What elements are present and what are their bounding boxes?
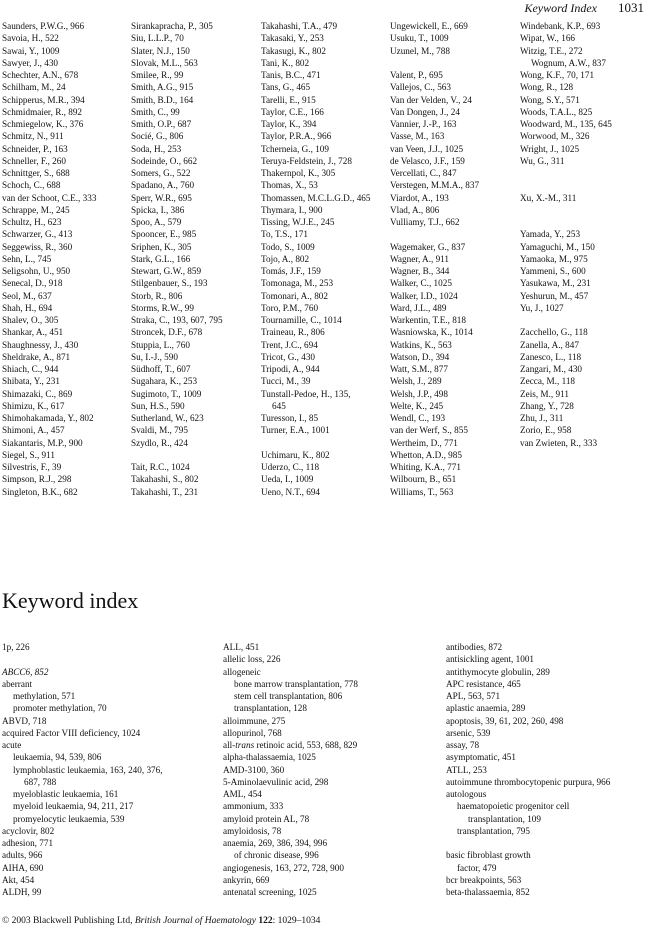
author-entry: Uchimaru, K., 802 — [261, 449, 330, 460]
author-entry: Su, I.-J., 590 — [131, 351, 178, 362]
author-entry: Thakernpol, K., 305 — [261, 168, 336, 178]
author-entry: Toro, P.M., 760 — [261, 302, 319, 313]
author-entry: Takasaki, Y., 253 — [261, 33, 324, 44]
keyword-entry: anaemia, 269, 386, 394, 996 — [223, 838, 328, 848]
author-entry: Seol, M., 637 — [2, 290, 52, 301]
author-entry — [520, 204, 612, 216]
author-entry: Socié, G., 806 — [131, 131, 184, 142]
author-entry: Witzig, T.E., 272 — [520, 45, 583, 56]
footer-journal: British Journal of Haematology — [134, 916, 256, 926]
keyword-entry: amyloid protein AL, 78 — [223, 813, 310, 824]
author-entry: Smith, A.G., 915 — [131, 82, 194, 93]
keyword-entry: acyclovir, 802 — [2, 825, 55, 836]
author-entry: Thomassen, M.C.L.G.D., 465 — [261, 192, 371, 203]
keyword-column-2 — [223, 641, 358, 898]
author-entry: Yeshurun, M., 457 — [520, 290, 589, 301]
author-entry: Taylor, C.E., 166 — [261, 106, 324, 117]
author-entry: Verstegen, M.M.A., 837 — [390, 180, 480, 191]
keyword-subentry: 687, 788 — [24, 776, 57, 787]
author-entry: Wagner, A., 911 — [390, 253, 450, 264]
author-entry — [390, 228, 479, 240]
author-entry: Takasugi, K., 802 — [261, 45, 326, 56]
author-entry: Whiting, K.A., 771 — [390, 462, 461, 472]
author-entry: Schrappe, M., 245 — [2, 204, 70, 215]
author-entry: Woodward, M., 135, 645 — [520, 119, 612, 129]
author-entry: Shimoni, A., 457 — [2, 425, 65, 436]
author-entry: Thymara, I., 900 — [261, 204, 323, 215]
author-entry: Siu, L.L.P., 70 — [131, 33, 184, 44]
author-entry: Svaldi, M., 795 — [131, 425, 188, 436]
author-entry: Yamaguchi, M., 150 — [520, 241, 595, 252]
author-entry: Zhu, J., 311 — [520, 413, 564, 423]
author-entry: Vulliamy, T.J., 662 — [390, 217, 460, 227]
keyword-entry: apoptosis, 39, 61, 202, 260, 498 — [446, 715, 564, 726]
keyword-entry: basic fibroblast growth — [446, 850, 531, 861]
author-entry: Smith, C., 99 — [131, 106, 180, 117]
author-entry: Szydlo, R., 424 — [131, 437, 188, 448]
author-entry: Savoia, H., 522 — [2, 33, 59, 44]
author-entry: Shibata, Y., 231 — [2, 376, 60, 387]
author-entry: Xu, X.-M., 311 — [520, 192, 577, 203]
keyword-entry: aberrant — [2, 678, 33, 689]
author-entry: Vasse, M., 163 — [390, 131, 445, 142]
author-entry: van der Schoot, C.E., 333 — [2, 192, 97, 203]
author-entry: Tricot, G., 430 — [261, 351, 316, 362]
author-entry: Schneider, P., 163 — [2, 143, 68, 154]
keyword-entry — [2, 666, 163, 678]
author-entry: Storms, R.W., 99 — [131, 302, 194, 313]
keyword-entry: AML, 454 — [223, 789, 262, 799]
keyword-entry: AMD-3100, 360 — [223, 764, 285, 775]
author-entry: Schmidmaier, R., 892 — [2, 106, 83, 117]
keyword-entry: allogeneic — [223, 666, 261, 677]
author-entry: Watson, D., 394 — [390, 351, 450, 362]
author-entry: Van der Velden, V., 24 — [390, 94, 472, 105]
keyword-entry: alpha-thalassaemia, 1025 — [223, 752, 316, 763]
author-entry: Sawai, Y., 1009 — [2, 45, 60, 56]
author-entry: Woods, T.A.L., 825 — [520, 106, 593, 117]
author-entry: Traineau, R., 806 — [261, 327, 325, 338]
author-entry: Taylor, P.R.A., 966 — [261, 131, 332, 142]
author-entry: Sawyer, J., 430 — [2, 57, 59, 68]
author-entry: Sutherland, W., 623 — [131, 413, 204, 423]
author-entry: Yammeni, S., 600 — [520, 266, 586, 276]
author-entry: Stark, G.L., 166 — [131, 253, 191, 264]
author-entry: Schmitz, N., 911 — [2, 131, 64, 142]
keyword-subentry: myeloid leukaemia, 94, 211, 217 — [13, 801, 134, 812]
author-entry: Straka, C., 193, 607, 795 — [131, 315, 223, 325]
author-entry: Sun, H.S., 590 — [131, 400, 185, 411]
author-entry: Schultz, H., 623 — [2, 217, 62, 227]
author-entry: Watkins, K., 563 — [390, 339, 452, 350]
keyword-column-1 — [2, 641, 163, 898]
author-entry: Sirankapracha, P., 305 — [131, 21, 213, 31]
author-entry: Welsh, J.P., 498 — [390, 388, 448, 399]
author-entry — [520, 167, 612, 179]
keyword-entry-text: all- — [223, 740, 236, 750]
author-column-5 — [520, 20, 612, 449]
author-entry: Wong, R., 128 — [520, 82, 574, 93]
author-entry: Shimazaki, C., 869 — [2, 388, 73, 399]
author-entry: Zecca, M., 118 — [520, 376, 576, 387]
footer — [2, 915, 320, 927]
keyword-subentry: lymphoblastic leukaemia, 163, 240, 376, — [13, 764, 163, 775]
author-entry — [261, 437, 370, 449]
keyword-subentry: promoter methylation, 70 — [13, 703, 107, 714]
author-entry: Schneller, F., 260 — [2, 155, 66, 166]
author-entry: Schipperus, M.R., 394 — [2, 94, 85, 105]
author-entry: Sugimoto, T., 1009 — [131, 388, 202, 399]
author-entry: Wipat, W., 166 — [520, 33, 576, 44]
author-entry: Takahashi, T., 231 — [131, 486, 199, 497]
author-entry: Tomás, J.F., 159 — [261, 266, 321, 276]
author-entry: Ungewickell, E., 669 — [390, 21, 468, 31]
author-entry: Soda, H., 253 — [131, 143, 182, 154]
author-entry: Takahashi, T.A., 479 — [261, 21, 338, 31]
keyword-entry: APC resistance, 465 — [446, 678, 521, 689]
author-entry — [131, 449, 223, 461]
author-entry: Sugahara, K., 253 — [131, 376, 198, 387]
keyword-entry: antisickling agent, 1001 — [446, 654, 535, 665]
author-column-3 — [261, 20, 370, 498]
author-entry: Spadano, A., 760 — [131, 180, 195, 191]
keyword-entry: antenatal screening, 1025 — [223, 887, 317, 897]
author-entry: Tomonaga, M., 253 — [261, 278, 334, 289]
author-entry: Wong, K.F., 70, 171 — [520, 70, 595, 80]
running-title: Keyword Index — [524, 1, 597, 15]
author-entry: Tojo, A., 802 — [261, 253, 310, 264]
author-entry: Tournamille, C., 1014 — [261, 315, 342, 325]
author-column-2 — [131, 20, 223, 498]
author-entry: Slovak, M.L., 563 — [131, 57, 198, 68]
author-entry: Schilham, M., 24 — [2, 82, 66, 93]
author-entry: Tani, K., 802 — [261, 57, 310, 68]
author-entry: Turesson, I., 85 — [261, 413, 319, 423]
section-title: Keyword index — [2, 588, 139, 613]
author-entry: Shimohakamada, Y., 802 — [2, 413, 94, 423]
keyword-entry: arsenic, 539 — [446, 727, 491, 738]
author-entry: Zhang, Y., 728 — [520, 400, 574, 411]
author-entry: Thomas, X., 53 — [261, 180, 318, 191]
author-entry: Silvestris, F., 39 — [2, 462, 62, 472]
author-entry: Wright, J., 1025 — [520, 143, 580, 154]
author-entry: Zanella, A., 847 — [520, 339, 579, 350]
author-entry: Tans, G., 465 — [261, 82, 311, 93]
author-entry: Slater, N.J., 150 — [131, 45, 190, 56]
author-entry: Somers, G., 522 — [131, 168, 191, 178]
keyword-entry: antibodies, 872 — [446, 642, 503, 652]
author-entry: Uzunel, M., 788 — [390, 45, 450, 56]
keyword-entry: adhesion, 771 — [2, 838, 54, 848]
keyword-subentry: of chronic disease, 996 — [234, 850, 319, 861]
keyword-subentry: transplantation, 109 — [468, 813, 541, 824]
author-entry: Vercellati, C., 847 — [390, 168, 457, 178]
keyword-entry: APL, 563, 571 — [446, 691, 501, 701]
author-entry: Wu, G., 311 — [520, 155, 565, 166]
keyword-entry: ABVD, 718 — [2, 715, 47, 726]
author-entry: Tanis, B.C., 471 — [261, 70, 321, 80]
author-entry: Tissing, W.J.E., 245 — [261, 217, 335, 227]
author-entry: Schnittger, S., 688 — [2, 168, 70, 178]
keyword-entry: ammonium, 333 — [223, 801, 284, 812]
keyword-entry: autologous — [446, 789, 487, 799]
keyword-entry: Akt, 454 — [2, 874, 35, 885]
keyword-entry-text: retinoic acid, 553, 688, 829 — [254, 740, 358, 750]
author-entry: Sperr, W.R., 695 — [131, 192, 192, 203]
author-entry: Yamaoka, M., 975 — [520, 253, 588, 264]
author-entry: van Veen, J.J., 1025 — [390, 143, 464, 154]
author-entry: Welte, K., 245 — [390, 400, 444, 411]
author-entry: Vlad, A., 806 — [390, 204, 440, 215]
author-entry: Trent, J.C., 694 — [261, 339, 318, 350]
author-entry: Spooncer, E., 985 — [131, 229, 197, 240]
keyword-subentry: leukaemia, 94, 539, 806 — [13, 752, 102, 763]
page-number: 1031 — [618, 0, 644, 15]
keyword-entry: aplastic anaemia, 289 — [446, 703, 526, 714]
author-entry: Ueno, N.T., 694 — [261, 486, 321, 497]
keyword-subentry: transplantation, 795 — [457, 825, 530, 836]
author-entry: Usuku, T., 1009 — [390, 33, 449, 44]
keyword-entry: adults, 966 — [2, 850, 43, 861]
footer-volume: 122 — [255, 916, 273, 926]
author-entry: 645 — [272, 400, 286, 411]
author-entry: Wasniowska, K., 1014 — [390, 327, 473, 338]
author-entry: Seggewiss, R., 360 — [2, 241, 73, 252]
author-entry: Spicka, I., 386 — [131, 204, 185, 215]
author-entry: Shah, H., 694 — [2, 302, 53, 313]
author-entry: Saunders, P.W.G., 966 — [2, 21, 85, 31]
keyword-entry — [446, 837, 610, 849]
author-entry: Todo, S., 1009 — [261, 241, 315, 252]
author-entry: Schwarzer, G., 413 — [2, 229, 73, 240]
author-entry: Senecal, D., 918 — [2, 278, 63, 289]
author-entry: Zorio, E., 958 — [520, 425, 572, 436]
author-entry: Singleton, B.K., 682 — [2, 486, 78, 497]
footer-pages: : 1029–1034 — [272, 916, 321, 926]
author-entry: Stuppia, L., 760 — [131, 339, 190, 350]
author-entry: Yu, J., 1027 — [520, 302, 564, 313]
author-entry: Walker, I.D., 1024 — [390, 290, 458, 301]
keyword-entry: ATLL, 253 — [446, 764, 487, 775]
author-entry — [520, 179, 612, 191]
keyword-entry: ALL, 451 — [223, 642, 260, 652]
author-entry: Tomonari, A., 802 — [261, 290, 328, 301]
author-entry: Wilbourn, B., 651 — [390, 474, 457, 485]
author-entry: Wognum, A.W., 837 — [531, 57, 606, 68]
author-entry: Zacchello, G., 118 — [520, 327, 588, 338]
author-entry: Vallejos, C., 563 — [390, 82, 451, 93]
author-entry: Whetton, A.D., 985 — [390, 449, 462, 460]
author-entry: Watt, S.M., 877 — [390, 364, 448, 374]
footer-copyright: © 2003 Blackwell Publishing Ltd, — [2, 916, 135, 926]
keyword-entry: antithymocyte globulin, 289 — [446, 666, 550, 677]
keyword-column-3 — [446, 641, 610, 898]
keyword-subentry: factor, 479 — [457, 862, 497, 873]
keyword-entry: assay, 78 — [446, 740, 480, 750]
keyword-entry: AIHA, 690 — [2, 862, 44, 873]
keyword-subentry: haematopoietic progenitor cell — [457, 801, 570, 812]
author-entry: van der Werf, S., 855 — [390, 425, 468, 436]
keyword-entry — [2, 653, 163, 665]
author-entry: Ueda, I., 1009 — [261, 474, 314, 485]
author-entry: Tunstall-Pedoe, H., 135, — [261, 388, 351, 399]
keyword-entry: alloimmune, 275 — [223, 715, 286, 726]
keyword-entry: acquired Factor VIII deficiency, 1024 — [2, 727, 141, 738]
author-entry: Wertheim, D., 771 — [390, 437, 458, 448]
author-entry: Tripodi, A., 944 — [261, 364, 320, 374]
author-entry: Wong, S.Y., 571 — [520, 94, 580, 105]
keyword-entry: allopurinol, 768 — [223, 727, 282, 738]
author-entry: Yamada, Y., 253 — [520, 229, 581, 240]
keyword-entry: acute — [2, 740, 22, 750]
author-entry: Valent, P., 695 — [390, 70, 443, 80]
author-entry: Südhoff, T., 607 — [131, 364, 191, 374]
author-entry — [390, 57, 479, 69]
author-entry: Zanesco, L., 118 — [520, 351, 582, 362]
author-entry: Storb, R., 806 — [131, 290, 183, 301]
author-entry: Smith, B.D., 164 — [131, 94, 194, 105]
keyword-entry — [223, 739, 358, 751]
author-entry: Sheldrake, A., 871 — [2, 351, 71, 362]
keyword-subentry: myeloblastic leukaemia, 161 — [13, 789, 119, 799]
author-column-4 — [390, 20, 479, 498]
running-header — [524, 0, 644, 16]
author-entry: Shankar, A., 451 — [2, 327, 64, 338]
author-entry: Tucci, M., 39 — [261, 376, 311, 387]
author-entry: Williams, T., 563 — [390, 486, 454, 497]
keyword-subentry: methylation, 571 — [13, 691, 76, 701]
author-entry: Takahashi, S., 802 — [131, 474, 199, 485]
author-entry: Schmiegelow, K., 376 — [2, 119, 84, 129]
author-entry: Zeis, M., 911 — [520, 388, 569, 399]
author-entry: Sehn, L., 745 — [2, 253, 52, 264]
author-entry: Schechter, A.N., 678 — [2, 70, 79, 80]
author-entry: Worwood, M., 326 — [520, 131, 590, 142]
author-entry: Sriphen, K., 305 — [131, 241, 192, 252]
keyword-entry: ALDH, 99 — [2, 887, 42, 897]
author-entry: Yasukawa, M., 231 — [520, 278, 591, 289]
keyword-entry-text: ABCC6, 852 — [2, 666, 49, 677]
author-entry: Vannier, J.-P., 163 — [390, 119, 457, 129]
author-entry: Shimizu, K., 617 — [2, 400, 65, 411]
author-entry: Stewart, G.W., 859 — [131, 266, 202, 276]
author-entry: Siegel, S., 911 — [2, 449, 55, 460]
author-entry: Tait, R.C., 1024 — [131, 462, 190, 472]
keyword-entry: angiogenesis, 163, 272, 728, 900 — [223, 862, 344, 873]
author-entry: To, T.S., 171 — [261, 229, 308, 240]
author-entry — [520, 314, 612, 326]
keyword-entry-italic: trans — [235, 740, 255, 750]
author-entry: Uderzo, C., 118 — [261, 462, 320, 472]
author-entry: Schoch, C., 688 — [2, 180, 61, 191]
author-entry — [520, 216, 612, 228]
author-entry: Stilgenbauer, S., 193 — [131, 278, 208, 289]
keyword-entry: beta-thalassaemia, 852 — [446, 887, 530, 897]
keyword-entry: autoimmune thrombocytopenic purpura, 966 — [446, 776, 611, 787]
keyword-entry: allelic loss, 226 — [223, 654, 281, 665]
author-entry: Teruya-Feldstein, J., 728 — [261, 155, 352, 166]
keyword-subentry: transplantation, 128 — [234, 703, 307, 714]
author-entry: Viardot, A., 193 — [390, 192, 449, 203]
author-entry: Wagner, B., 344 — [390, 266, 450, 276]
author-entry: van Zwieten, R., 333 — [520, 437, 598, 448]
author-entry: Tcherneia, G., 109 — [261, 143, 329, 154]
author-entry: Windebank, K.P., 693 — [520, 21, 601, 31]
author-entry: Warkentin, T.E., 818 — [390, 315, 466, 325]
author-entry: Tarelli, E., 915 — [261, 94, 316, 105]
author-entry: Smilee, R., 99 — [131, 70, 184, 80]
keyword-entry: ankyrin, 669 — [223, 874, 270, 885]
author-column-1 — [2, 20, 96, 498]
keyword-subentry: bone marrow transplantation, 778 — [234, 678, 358, 689]
author-entry: Stroncek, D.F., 678 — [131, 327, 203, 338]
keyword-subentry: stem cell transplantation, 806 — [234, 691, 343, 701]
author-entry: Taylor, K., 394 — [261, 119, 317, 129]
keyword-entry: amyloidosis, 78 — [223, 825, 282, 836]
keyword-entry: asymptomatic, 451 — [446, 752, 516, 763]
author-entry: Sodeinde, O., 662 — [131, 155, 198, 166]
author-entry: Walker, C., 1025 — [390, 278, 452, 289]
author-entry: Van Dongen, J., 24 — [390, 106, 460, 117]
author-entry: Smith, O.P., 687 — [131, 119, 192, 129]
author-entry: de Velasco, J.F., 159 — [390, 155, 465, 166]
author-entry: Spoo, A., 579 — [131, 217, 182, 227]
keyword-subentry: promyelocytic leukaemia, 539 — [13, 813, 125, 824]
author-entry: Welsh, J., 289 — [390, 376, 442, 387]
author-entry: Wagemaker, G., 837 — [390, 241, 466, 252]
author-entry: Simpson, R.J., 298 — [2, 474, 72, 485]
author-entry: Turner, E.A., 1001 — [261, 425, 330, 436]
keyword-entry: bcr breakpoints, 563 — [446, 874, 522, 885]
author-entry: Ward, J.L., 489 — [390, 302, 447, 313]
author-entry: Shiach, C., 944 — [2, 364, 59, 374]
keyword-entry: 5-Aminolaevulinic acid, 298 — [223, 776, 329, 787]
author-entry: Wendl, C., 193 — [390, 413, 446, 423]
author-entry: Seligsohn, U., 950 — [2, 266, 71, 276]
author-entry: Siakantaris, M.P., 900 — [2, 437, 83, 448]
author-entry: Zangari, M., 430 — [520, 364, 583, 374]
author-entry: Shaughnessy, J., 430 — [2, 339, 79, 350]
author-entry: Shalev, O., 305 — [2, 315, 59, 325]
keyword-entry: 1p, 226 — [2, 642, 30, 652]
